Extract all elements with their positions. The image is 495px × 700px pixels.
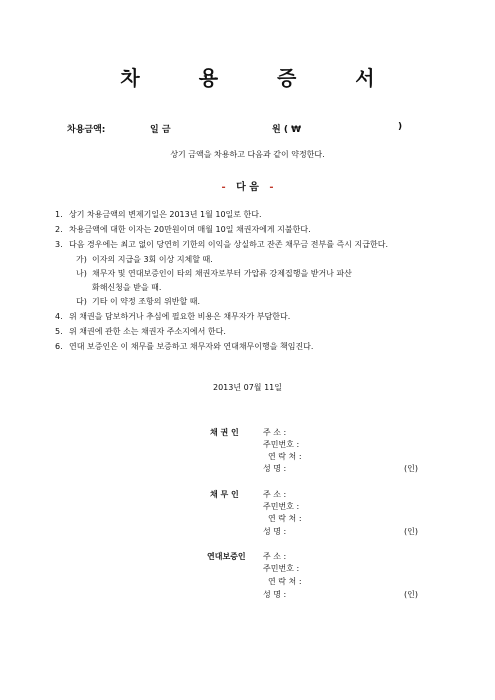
creditor-name-field: 성 명 : — [263, 464, 287, 473]
sub-item-text: 화해신청을 받을 때. — [92, 283, 162, 292]
amount-unit: 원 ( ₩ — [272, 125, 302, 135]
guarantor-contact-field: 연 락 처 : — [268, 577, 302, 586]
creditor-contact-field: 연 락 처 : — [268, 452, 302, 461]
list-item — [55, 326, 226, 337]
sub-item-text: 이자의 지급을 3회 이상 지체할 때. — [92, 255, 213, 264]
item-text: 위 채권에 관한 소는 채권자 주소지에서 한다. — [69, 327, 226, 336]
sub-item — [76, 268, 352, 279]
guarantor-seal: (인) — [404, 590, 418, 599]
intro-text: 상기 금액을 차용하고 다음과 같이 약정한다. — [170, 150, 325, 159]
item-number: 3. — [55, 240, 63, 249]
document-title: 차 용 증 서 — [120, 66, 401, 90]
sub-item-number: 나) — [76, 269, 87, 278]
item-number: 5. — [55, 327, 63, 336]
creditor-address-field: 주 소 : — [263, 428, 287, 437]
sub-item-number: 다) — [76, 297, 87, 306]
debtor-address-field: 주 소 : — [263, 490, 287, 499]
list-item — [55, 341, 313, 352]
item-text: 차용금액에 대한 이자는 20만원이며 매월 10일 채권자에게 지불한다. — [69, 225, 311, 234]
item-number: 4. — [55, 312, 63, 321]
creditor-seal: (인) — [404, 464, 418, 473]
sub-item-number: 가) — [76, 255, 87, 264]
debtor-id-field: 주민번호 : — [263, 502, 300, 511]
sub-item-text: 채무자 및 연대보증인이 타의 채권자로부터 가압류 강제집행을 받거나 파산 — [92, 269, 352, 278]
sub-item-text: 기타 이 약정 조항의 위반할 때. — [92, 297, 200, 306]
item-text: 상기 차용금액의 변제기일은 2013년 1월 10일로 한다. — [69, 210, 262, 219]
heading-text: 다 음 — [236, 182, 259, 193]
section-heading — [0, 178, 495, 193]
heading-dash-left: - — [221, 182, 226, 193]
sub-item — [76, 254, 213, 265]
document-date: 2013년 07월 11일 — [213, 383, 282, 392]
guarantor-address-field: 주 소 : — [263, 552, 287, 561]
guarantor-id-field: 주민번호 : — [263, 564, 300, 573]
debtor-name-field: 성 명 : — [263, 527, 287, 536]
creditor-label: 채 권 인 — [210, 428, 239, 437]
list-item — [55, 224, 311, 235]
item-number: 6. — [55, 342, 63, 351]
amount-close: ) — [398, 122, 403, 132]
amount-prefix: 일 금 — [150, 125, 171, 135]
sub-item — [76, 296, 200, 307]
debtor-contact-field: 연 락 처 : — [268, 514, 302, 523]
item-number: 2. — [55, 225, 63, 234]
item-number: 1. — [55, 210, 63, 219]
debtor-seal: (인) — [404, 527, 418, 536]
item-text: 다음 경우에는 최고 없이 당연히 기한의 이익을 상실하고 잔존 채무금 전부를 즉시 지급한다. — [69, 240, 388, 249]
amount-label: 차용금액: — [67, 125, 106, 135]
creditor-id-field: 주민번호 : — [263, 440, 300, 449]
list-item — [55, 209, 262, 220]
list-item — [55, 311, 290, 322]
list-item — [55, 239, 388, 250]
heading-dash-right: - — [269, 182, 274, 193]
guarantor-name-field: 성 명 : — [263, 590, 287, 599]
debtor-label: 채 무 인 — [210, 490, 239, 499]
item-text: 연대 보증인은 이 채무를 보증하고 채무자와 연대채무이행을 책임진다. — [69, 342, 314, 351]
item-text: 위 채권을 담보하거나 추심에 필요한 비용은 채무자가 부담한다. — [69, 312, 291, 321]
sub-item — [76, 282, 161, 293]
guarantor-label: 연대보증인 — [207, 552, 246, 561]
